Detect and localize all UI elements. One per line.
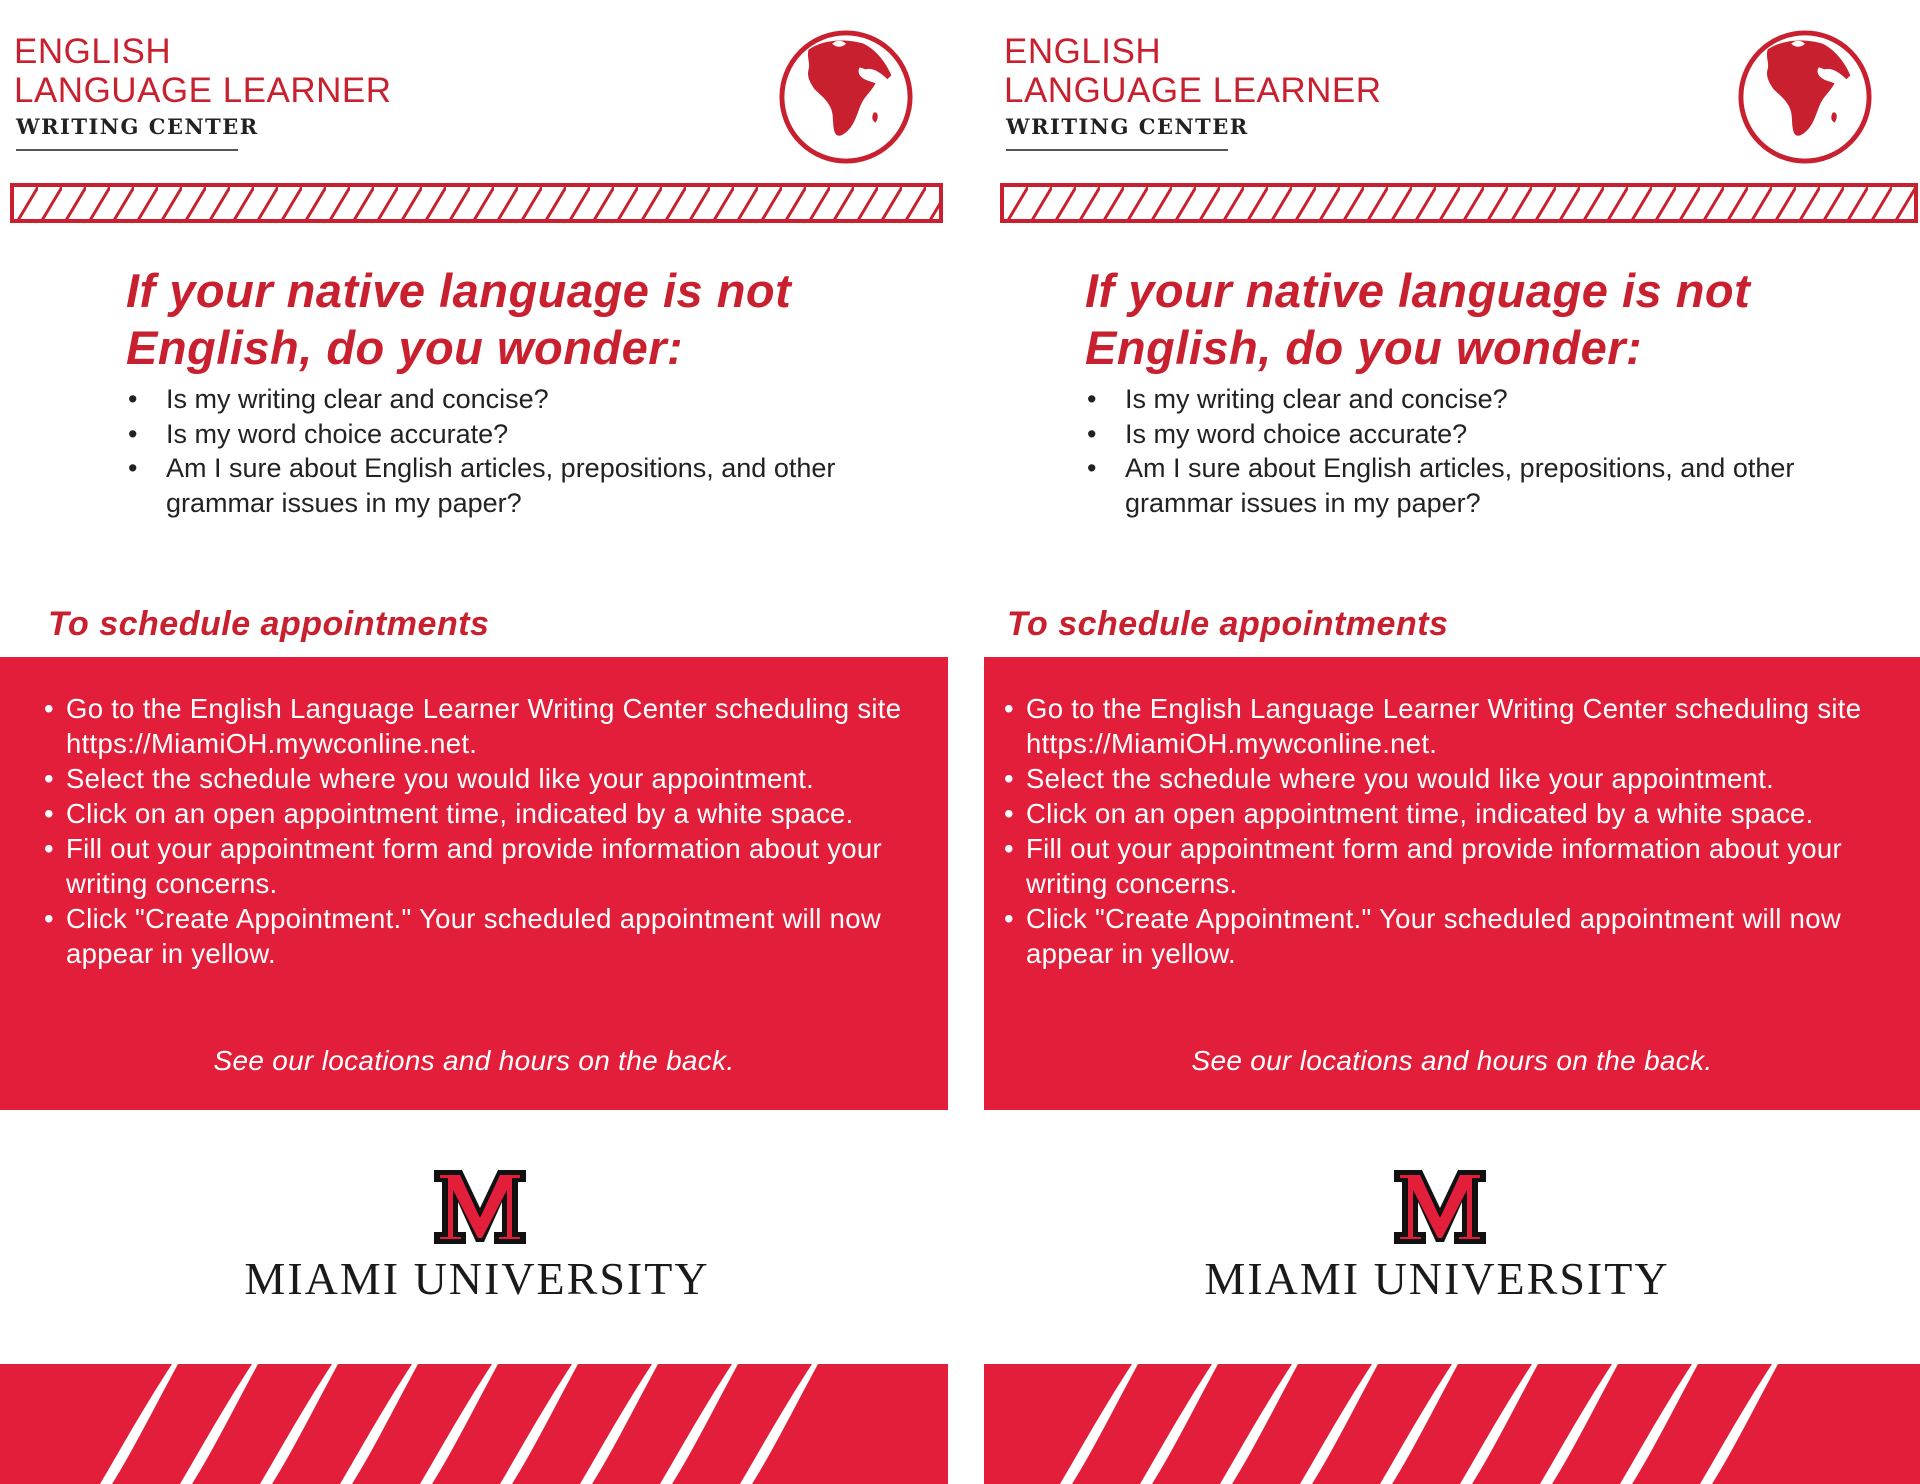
step-item: • Click "Create Appointment." Your scheduled appointment will now appear in yellow. bbox=[44, 903, 881, 969]
step-item: • Fill out your appointment form and provide information about your writing concerns. bbox=[1004, 833, 1842, 899]
hatch-stripe-banner bbox=[10, 183, 943, 223]
schedule-title: To schedule appointments bbox=[48, 605, 490, 643]
question-item: • Is my word choice accurate? bbox=[1087, 418, 1468, 449]
question-list bbox=[128, 382, 886, 520]
header-line-1: ENGLISH bbox=[14, 32, 172, 71]
see-back-note: See our locations and hours on the back. bbox=[1191, 1045, 1713, 1076]
step-item: • Fill out your appointment form and provide information about your writing concerns. bbox=[44, 833, 882, 899]
header-subtitle: WRITING CENTER bbox=[16, 114, 259, 139]
see-back-note: See our locations and hours on the back. bbox=[213, 1045, 735, 1076]
step-item: • Go to the English Language Learner Writing Center scheduling site https://MiamiOH.mywconline.net. bbox=[1004, 693, 1862, 759]
header-line-2: LANGUAGE LEARNER bbox=[14, 71, 392, 110]
header-rule bbox=[16, 149, 238, 151]
globe-africa-icon bbox=[777, 28, 915, 166]
header-rule bbox=[1006, 149, 1228, 151]
header-line-2: LANGUAGE LEARNER bbox=[1004, 71, 1382, 110]
question-item: • Is my word choice accurate? bbox=[128, 418, 509, 449]
question-heading: If your native language is not English, do you wonder: bbox=[1085, 264, 1751, 374]
step-item: • Click "Create Appointment." Your scheduled appointment will now appear in yellow. bbox=[1004, 903, 1841, 969]
question-item: • Is my writing clear and concise? bbox=[1087, 384, 1508, 414]
slash-pattern bbox=[984, 1364, 1920, 1484]
flyer-card-right bbox=[984, 0, 1920, 1484]
step-item: • Click on an open appointment time, indicated by a white space. bbox=[1004, 798, 1814, 829]
step-item: • Click on an open appointment time, indicated by a white space. bbox=[44, 798, 854, 829]
hatch-pattern bbox=[14, 187, 943, 223]
hatch-stripe-banner bbox=[1000, 183, 1918, 223]
university-name: MIAMI UNIVERSITY bbox=[244, 1253, 710, 1304]
bottom-slash-band bbox=[984, 1364, 1920, 1484]
question-list bbox=[1087, 382, 1845, 520]
step-item: • Select the schedule where you would like your appointment. bbox=[44, 763, 815, 794]
question-item: • Am I sure about English articles, prepositions, and other grammar issues in my paper? bbox=[1087, 453, 1795, 518]
question-heading: If your native language is not English, do you wonder: bbox=[126, 264, 792, 374]
schedule-steps bbox=[1000, 691, 1900, 971]
step-item: • Go to the English Language Learner Writing Center scheduling site https://MiamiOH.mywconline.net. bbox=[44, 693, 902, 759]
bottom-slash-band bbox=[0, 1364, 948, 1484]
miami-m-logo bbox=[432, 1168, 528, 1246]
flyer-card-left bbox=[0, 0, 948, 1484]
hatch-pattern bbox=[1004, 187, 1918, 223]
globe-africa-icon bbox=[1736, 28, 1874, 166]
slash-pattern bbox=[0, 1364, 948, 1484]
question-item: • Is my writing clear and concise? bbox=[128, 384, 549, 414]
step-item: • Select the schedule where you would like your appointment. bbox=[1004, 763, 1775, 794]
schedule-panel bbox=[0, 657, 948, 1110]
header-line-1: ENGLISH bbox=[1004, 32, 1162, 71]
miami-m-logo bbox=[1392, 1168, 1488, 1246]
question-item: • Am I sure about English articles, prepositions, and other grammar issues in my paper? bbox=[128, 453, 836, 518]
university-name: MIAMI UNIVERSITY bbox=[1204, 1253, 1670, 1304]
schedule-panel bbox=[984, 657, 1920, 1110]
schedule-steps bbox=[40, 691, 940, 971]
schedule-title: To schedule appointments bbox=[1007, 605, 1449, 643]
header-subtitle: WRITING CENTER bbox=[1006, 114, 1249, 139]
